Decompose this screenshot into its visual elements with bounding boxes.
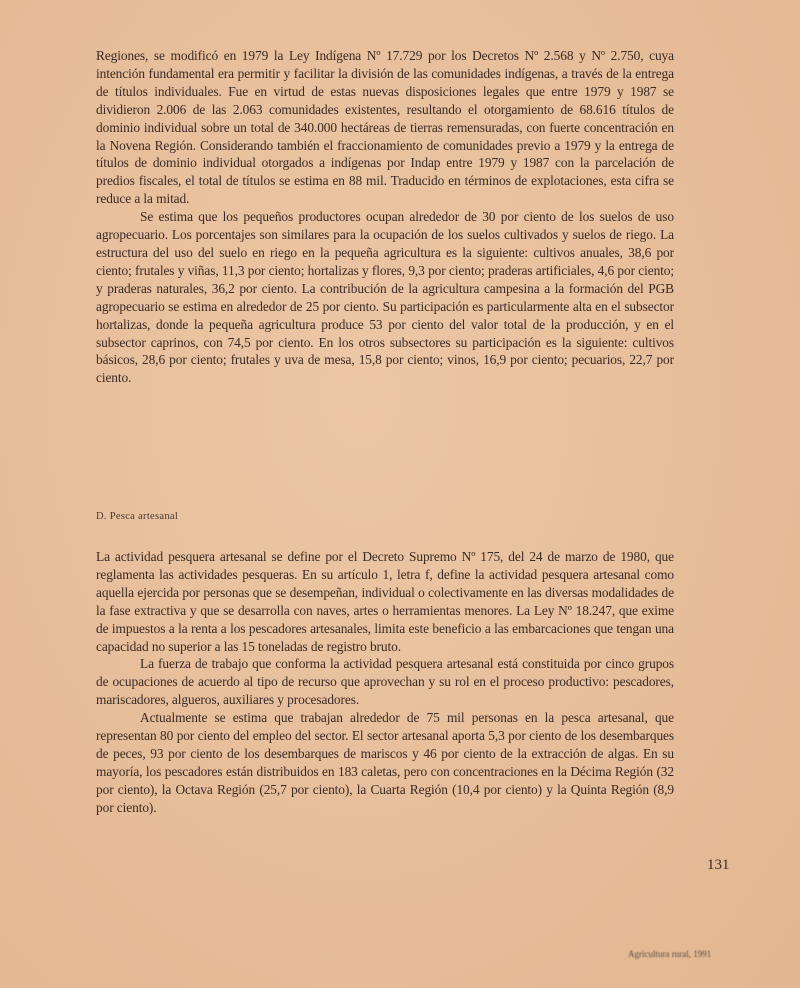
text-block-bottom [96, 548, 674, 817]
text-block-top [96, 47, 674, 387]
paragraph-indigenous-land: Regiones, se modificó en 1979 la Ley Indígena Nº 17.729 por los Decretos Nº 2.568 y Nº 2.750, cuya intención fundamental era permitir y facilitar la división de las comunidades indígenas, a través de la entrega de títulos individuales. Fue en virtud de estas nuevas disposiciones legales que entre 1979 y 1987 se dividieron 2.006 de las 2.063 comunidades existentes, resultando el otorgamiento de 68.616 títulos de dominio individual sobre un total de 340.000 hectáreas de tierras remensuradas, con fuerte concentración en la Novena Región. Considerando también el fraccionamiento de comunidades previo a 1979 y la entrega de títulos de dominio individual otorgados a indígenas por Indap entre 1979 y 1987 con la parcelación de predios fiscales, el total de títulos se estima en 88 mil. Traducido en términos de explotaciones, esta cifra se reduce a la mitad. [96, 48, 674, 207]
paragraph-workforce: La fuerza de trabajo que conforma la actividad pesquera artesanal está constituida por cinco grupos de ocupaciones de acuerdo al tipo de recurso que aprovechan y su rol en el proceso productivo: pescadores, mariscadores, algueros, auxiliares y procesadores. [96, 656, 674, 708]
section-heading: D. Pesca artesanal [96, 511, 179, 522]
paragraph-small-producers: Se estima que los pequeños productores ocupan alrededor de 30 por ciento de los suelos de uso agropecuario. Los porcentajes son similares para la ocupación de los suelos cultivados y suelos de riego. La estructura del uso del suelo en riego en la pequeña agricultura es la siguiente: cultivos anuales, 38,6 por ciento; frutales y viñas, 11,3 por ciento; hortalizas y flores, 9,3 por ciento; praderas artificiales, 4,6 por ciento; y praderas naturales, 36,2 por ciento. La contribución de la agricultura campesina a la formación del PGB agropecuario se estima en alrededor de 25 por ciento. Su participación es particularmente alta en el subsector hortalizas, donde la pequeña agricultura produce 53 por ciento del valor total de la producción, y en el subsector caprinos, con 74,5 por ciento. En los otros subsectores su participación es la siguiente: cultivos básicos, 28,6 por ciento; frutales y uva de mesa, 15,8 por ciento; vinos, 16,9 por ciento; pecuarios, 22,7 por ciento. [96, 209, 674, 386]
paragraph-fishing-definition: La actividad pesquera artesanal se define por el Decreto Supremo Nº 175, del 24 de marzo de 1980, que reglamenta las actividades pesqueras. En su artículo 1, letra f, define la actividad pesquera artesanal como aquella ejercida por personas que se desempeñan, individual o colectivamente en las diversas modalidades de la fase extractiva y que se desarrolla con naves, artes o herramientas menores. La Ley Nº 18.247, que exime de impuestos a la renta a los pescadores artesanales, limita este beneficio a las embarcaciones que tengan una capacidad no superior a las 15 toneladas de registro bruto. [96, 549, 674, 654]
running-footer: Agricultura rural, 1991 [628, 949, 712, 959]
paragraph-employment: Actualmente se estima que trabajan alrededor de 75 mil personas en la pesca artesanal, que representan 80 por ciento del empleo del sector. El sector artesanal aporta 5,3 por ciento de los desembarques de peces, 93 por ciento de los desembarques de mariscos y 46 por ciento de la extracción de algas. En su mayoría, los pescadores están distribuidos en 183 caletas, pero con concentraciones en la Décima Región (32 por ciento), la Octava Región (25,7 por ciento), la Cuarta Región (10,4 por ciento) y la Quinta Región (8,9 por ciento). [96, 710, 674, 815]
page-number: 131 [707, 857, 730, 873]
